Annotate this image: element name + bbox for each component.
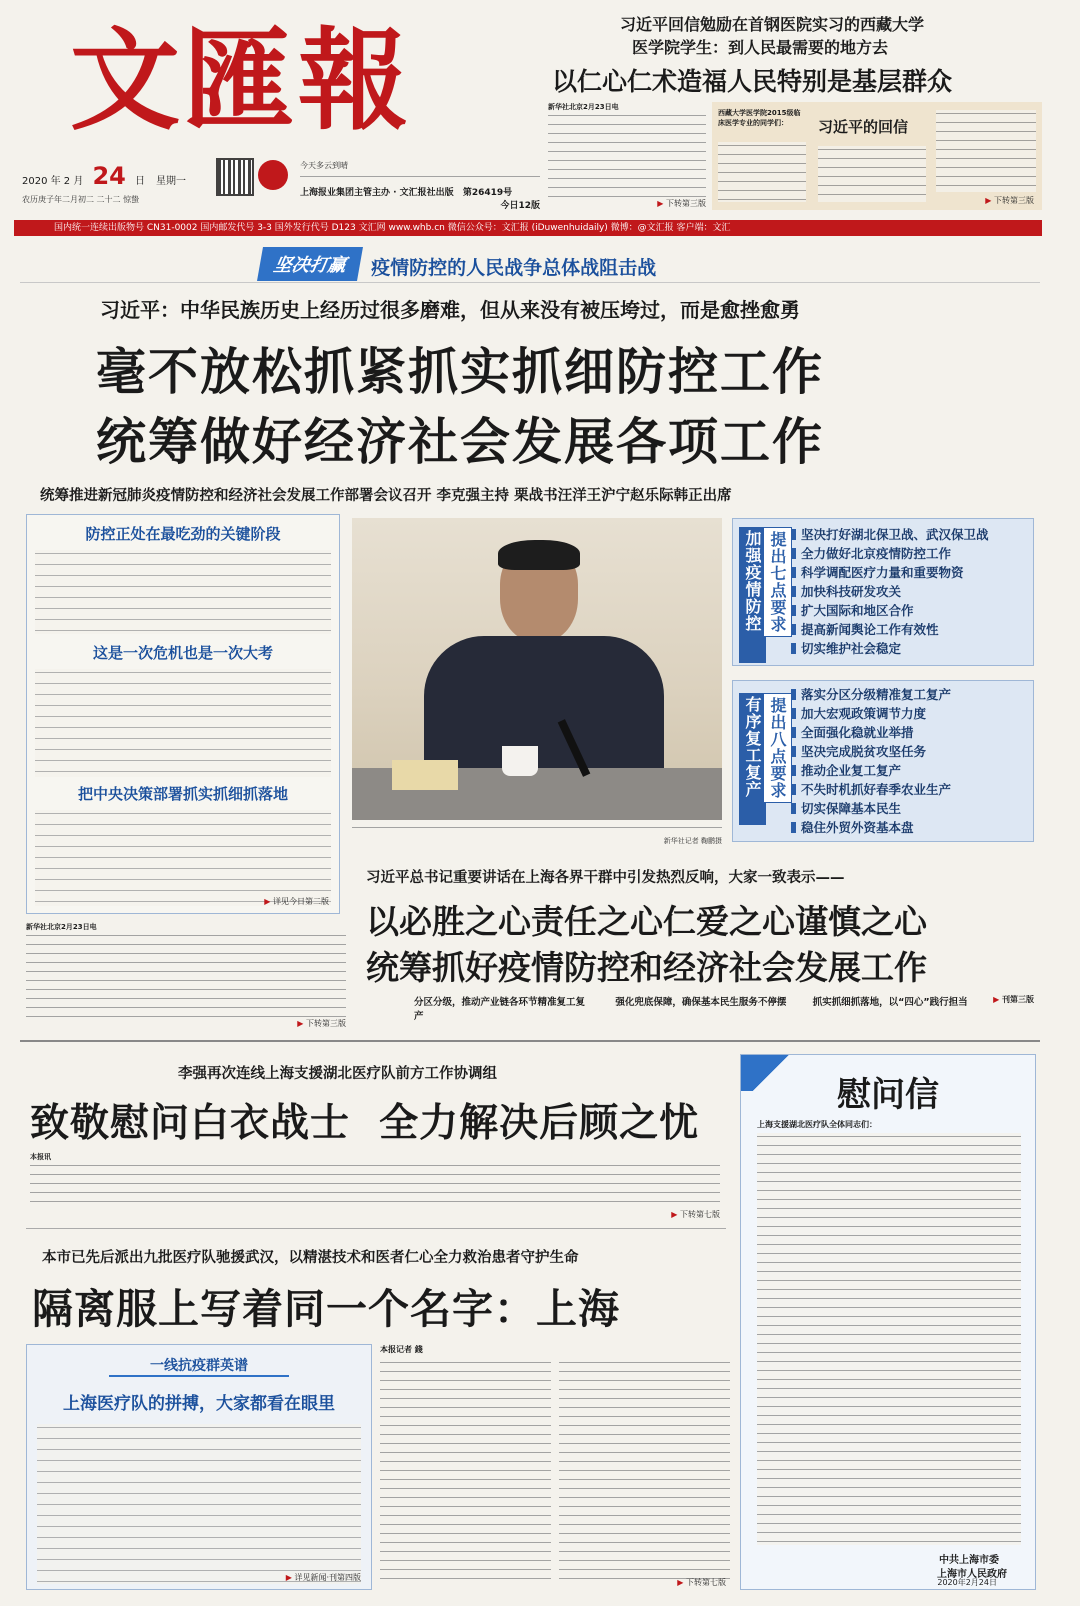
seven-points-label-left: 加强疫情防控 [739, 527, 766, 663]
top-story-kicker-line2: 医学院学生：到人民最需要的地方去 [632, 38, 889, 57]
response-more: ▶ 刊第三版 [993, 994, 1034, 1005]
left-more: ▶ 详见今日第二版 [264, 896, 329, 907]
shanghai-response-kicker: 习近平总书记重要讲话在上海各界干群中引发热烈反响，大家一致表示—— [366, 870, 845, 886]
ninth-team-more: ▶ 下转第七版 [677, 1577, 726, 1588]
medical-team-body [30, 1152, 720, 1219]
lead-headline-1: 毫不放松抓紧抓实抓细防控工作 [96, 342, 824, 401]
photo-nameplate [392, 760, 458, 790]
top-story-kicker [620, 12, 1040, 58]
heroes-more: ▶ 详见新闻·刊第四版 [286, 1572, 361, 1583]
medical-team-headline: 致敬慰问白衣战士 全力解决后顾之忧 [30, 1100, 700, 1146]
condolence-salutation: 上海支援湖北医疗队全体同志们： [757, 1120, 877, 1129]
date-ri: 日 [134, 176, 145, 187]
qr-code [216, 158, 254, 196]
lead-headline-2: 统筹做好经济社会发展各项工作 [96, 412, 824, 471]
eight-points-label-left: 有序复工复产 [739, 693, 766, 825]
banner-text: 疫情防控的人民战争总体战阻击战 [371, 257, 657, 279]
response-point-3: 抓实抓细抓落地，以“四心”践行担当 [812, 997, 968, 1008]
seven-points-list [791, 525, 989, 658]
condolence-date: 2020年2月24日 [937, 1578, 997, 1587]
top-story-more: ▶ 下转第三版 [548, 198, 706, 209]
letter-title: 习近平的回信 [818, 118, 909, 136]
campaign-banner [260, 247, 820, 279]
page-count: 今日12版 [500, 201, 540, 211]
heroes-sidebar [26, 1344, 372, 1590]
top-story-body [548, 102, 706, 210]
shanghai-response-headline-2: 统筹抓好疫情防控和经济社会发展工作 [366, 948, 927, 987]
photo-caption [352, 824, 722, 846]
seven-point-item: 坚决打好湖北保卫战、武汉保卫战 [791, 525, 989, 544]
seven-point-item: 提高新闻舆论工作有效性 [791, 620, 989, 639]
shanghai-response-points [414, 994, 1034, 1022]
ninth-team-kicker: 本市已先后派出九批医疗队驰援武汉，以精湛技术和医者仁心全力救治患者守护生命 [42, 1250, 579, 1266]
seven-points-box [732, 518, 1034, 666]
eight-point-item: 落实分区分级精准复工复产 [791, 685, 951, 704]
seven-point-item: 全力做好北京疫情防控工作 [791, 544, 989, 563]
top-story-byline: 新华社北京2月23日电 [548, 103, 619, 111]
eight-point-item: 坚决完成脱贫攻坚任务 [791, 742, 951, 761]
photo-cup [502, 746, 538, 776]
letter-panel [712, 102, 1042, 210]
masthead-logo: 文匯報 [70, 16, 412, 145]
date-day: 24 [92, 162, 126, 190]
left-h2: 这是一次危机也是一次大考 [92, 644, 273, 662]
weather-label: 今天多云到晴 [300, 161, 348, 170]
letter-from: 西藏大学医学院2015级临床医学专业的同学们： [718, 109, 801, 127]
lead-more: ▶ 下转第三版 [26, 1018, 346, 1029]
eight-points-box [732, 680, 1034, 842]
issue-number: 第26419号 [462, 188, 513, 198]
condolence-letter-title: 慰问信 [837, 1075, 939, 1115]
lunar-date: 农历庚子年二月初二 二十二 惊蛰 [22, 195, 140, 204]
eight-points-list [791, 685, 951, 837]
weekday: 星期一 [156, 176, 187, 187]
publisher: 上海报业集团主管主办 · 文汇报社出版 [300, 188, 454, 198]
seven-point-item: 切实维护社会稳定 [791, 639, 989, 658]
seven-point-item: 加快科技研发攻关 [791, 582, 989, 601]
photo-person-hair [498, 540, 580, 570]
heroes-subhead: 上海医疗队的拼搏，大家都看在眼里 [63, 1394, 335, 1414]
newspaper-emblem [258, 160, 288, 190]
eight-point-item: 切实保障基本民生 [791, 799, 951, 818]
lead-byline: 新华社北京2月23日电 [26, 923, 97, 931]
condolence-letter-box [740, 1054, 1036, 1590]
ninth-team-reporter: 本报记者 錢 [380, 1345, 423, 1354]
medical-team-more: ▶ 下转第七版 [671, 1209, 720, 1220]
banner-badge: 坚决打赢 [257, 247, 363, 281]
lead-kicker: 习近平：中华民族历史上经历过很多磨难，但从来没有被压垮过，而是愈挫愈勇 [100, 298, 800, 322]
left-column-box [26, 514, 340, 914]
date-year-month: 2020 年 2 月 [22, 176, 84, 187]
seven-point-item: 科学调配医疗力量和重要物资 [791, 563, 989, 582]
left-h1: 防控正处在最吃劲的关键阶段 [85, 525, 281, 543]
lead-body [26, 922, 346, 1030]
weather-info [300, 160, 540, 211]
date-block [22, 162, 212, 202]
eight-point-item: 全面强化稳就业举措 [791, 723, 951, 742]
registration-text: 国内统一连续出版物号 CN31-0002 国内邮发代号 3-3 国外发行代号 D123 文汇网 www.whb.cn 微信公众号：文汇报 (iDuwenhuidaily) 微博：@文汇报 客户端：文汇 [54, 223, 731, 233]
response-point-2: 强化兜底保障，确保基本民生服务不停摆 [615, 997, 787, 1008]
left-h3: 把中央决策部署抓实抓细抓落地 [77, 785, 288, 803]
condolence-sign-2: 上海市人民政府 [937, 1569, 1007, 1580]
shanghai-response-headline-1: 以必胜之心责任之心仁爱之心谨慎之心 [366, 902, 927, 941]
eight-point-item: 不失时机抓好春季农业生产 [791, 780, 951, 799]
eight-points-label-right: 提出八点要求 [763, 693, 792, 803]
lead-subhead: 统筹推进新冠肺炎疫情防控和经济社会发展工作部署会议召开 李克强主持 栗战书汪洋王沪宁赵乐际韩正出席 [40, 488, 732, 504]
lead-photo [352, 518, 722, 820]
heroes-series-tag: 一线抗疫群英谱 [109, 1355, 289, 1377]
registration-bar [14, 220, 1042, 236]
response-point-1: 分区分级，推动产业链各环节精准复工复产 [414, 997, 586, 1022]
medical-team-kicker: 李强再次连线上海支援湖北医疗队前方工作协调组 [178, 1066, 497, 1082]
ninth-team-body [380, 1344, 730, 1588]
top-story-headline: 以仁心仁术造福人民特别是基层群众 [552, 67, 953, 96]
letter-more: ▶ 下转第三版 [985, 195, 1034, 206]
medical-team-byline: 本报讯 [30, 1153, 51, 1161]
photo-caption-credit: 新华社记者 鞠鹏摄 [663, 837, 722, 845]
seven-point-item: 扩大国际和地区合作 [791, 601, 989, 620]
condolence-sign-1: 中共上海市委 [939, 1555, 999, 1566]
top-story-kicker-line1: 习近平回信勉励在首钢医院实习的西藏大学 [620, 15, 925, 34]
eight-point-item: 稳住外贸外资基本盘 [791, 818, 951, 837]
ninth-team-headline: 隔离服上写着同一个名字：上海 [32, 1285, 620, 1333]
seven-points-label-right: 提出七点要求 [763, 527, 792, 637]
eight-point-item: 加大宏观政策调节力度 [791, 704, 951, 723]
eight-point-item: 推动企业复工复产 [791, 761, 951, 780]
